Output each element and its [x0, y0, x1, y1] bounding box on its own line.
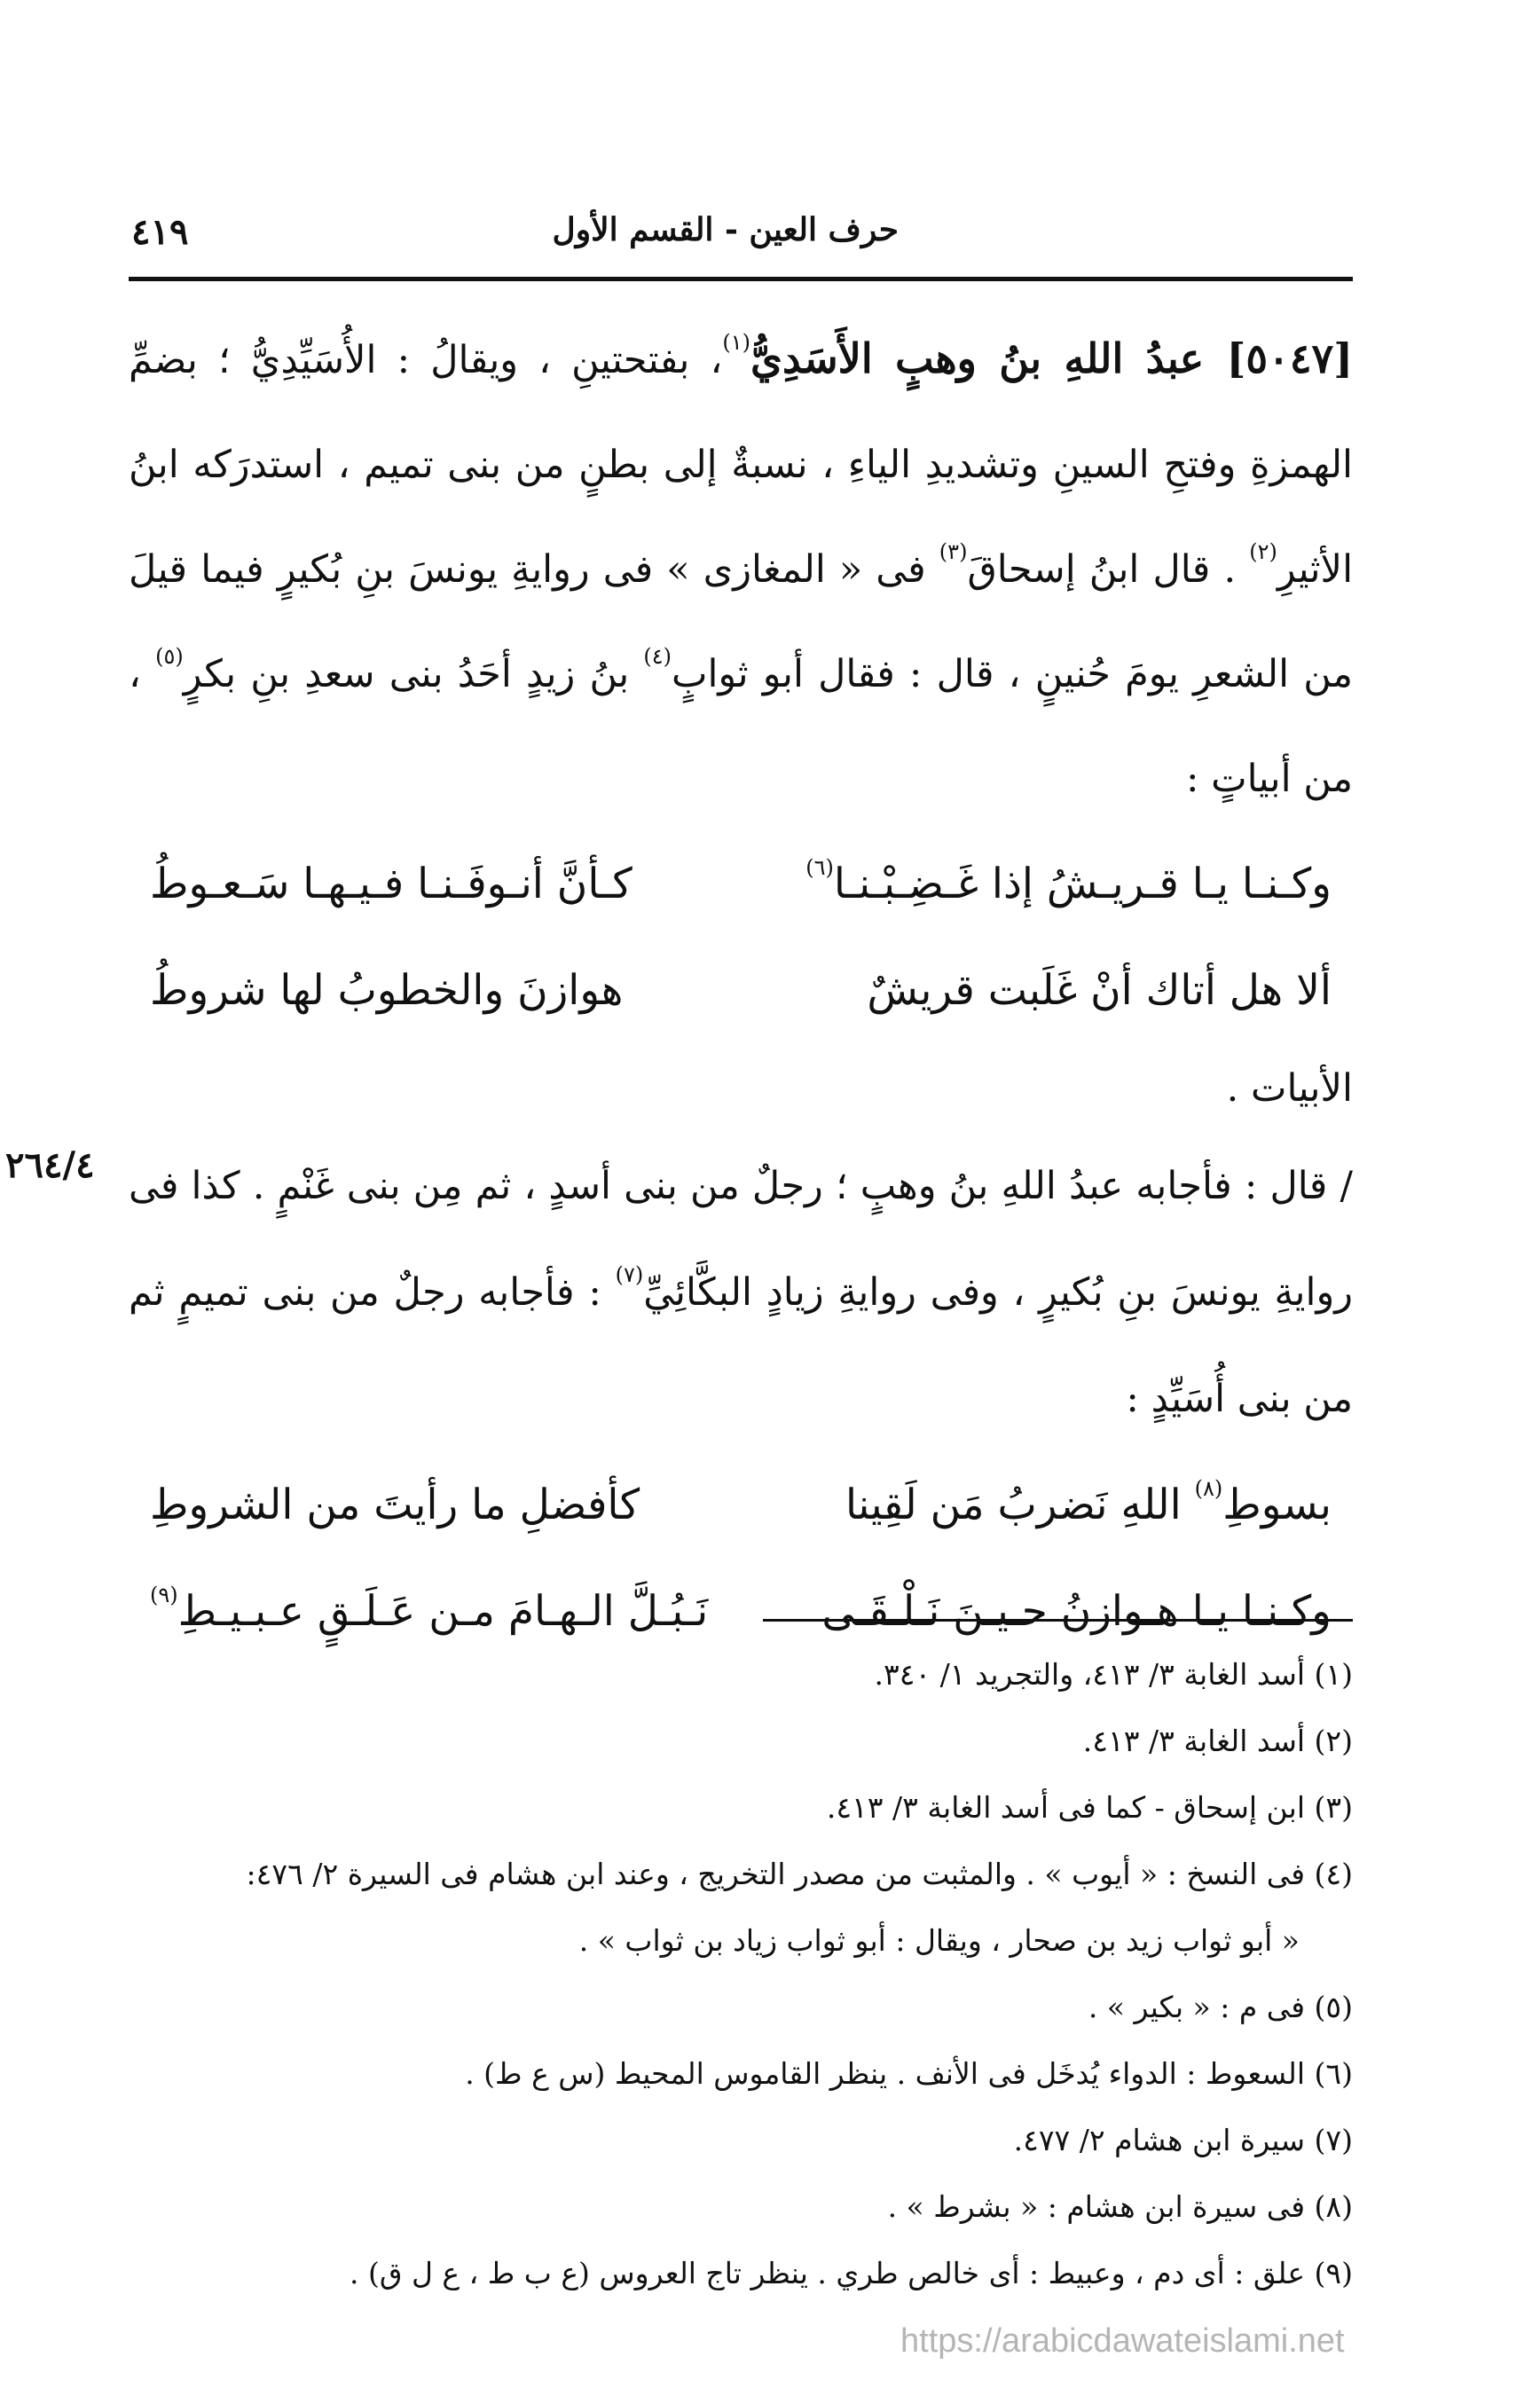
verse-hemistich: وكـنـا يـا قـريـشُ إذا غَـضِـبْـنـا$^{(٦)}$ — [805, 855, 1332, 908]
footnotes — [129, 1641, 1353, 2306]
footnote: (٩) علق : أى دم ، وعبيط : أى خالص طري . ينظر تاج العروس (ع ب ط ، ع ل ق) . — [350, 2256, 1353, 2290]
poem-end-note: الأبيات . — [1226, 1066, 1353, 1111]
footnote-ref: (٨) — [1194, 1476, 1223, 1501]
footnote-rule — [763, 1619, 1353, 1622]
verse-hemistich: ألا هل أتاك أنْ غَلَبت قريشٌ — [867, 966, 1332, 1015]
footnote-continuation: « أبو ثواب زيد بن صحار ، ويقال : أبو ثواب زياد بن ثواب » . — [578, 1923, 1300, 1958]
verse-hemistich: نَـبُـلَّ الـهـامَ مـن عَـلَـقٍ عـبـيـطِ$^{(٩)}$ — [150, 1583, 709, 1636]
watermark-url: https://arabicdawateislami.net — [900, 2322, 1345, 2360]
footnote-ref: (٤) — [643, 644, 672, 669]
verse-hemistich: كأفضلِ ما رأيتَ من الشروطِ — [150, 1481, 640, 1529]
header-title: حرف العين - القسم الأول — [552, 211, 899, 248]
footnote-ref: (٦) — [805, 855, 834, 880]
header-rule — [129, 277, 1353, 281]
page-number: ٤١٩ — [131, 211, 189, 253]
verse-hemistich: وكـنـا يـا هـوازنُ حـيـنَ نَـلْـقَـى — [821, 1587, 1332, 1636]
footnote-ref: (٢) — [1249, 539, 1277, 564]
footnote-ref: (١) — [722, 330, 750, 355]
main-text — [129, 306, 1353, 1665]
poem-verse — [129, 831, 1353, 938]
verse-hemistich: هوازنَ والخطوبُ لها شروطُ — [150, 966, 624, 1015]
verse-hemistich: كـأنَّ أنـوفَـنـا فـيـهـا سَـعـوطُ — [150, 860, 632, 908]
poem-verse — [129, 938, 1353, 1044]
footnote: (٣) ابن إسحاق - كما فى أسد الغابة ٣/ ٤١٣. — [826, 1790, 1353, 1825]
margin-reference: ٢٦٤/٤ — [5, 1144, 95, 1186]
footnote: (٨) فى سيرة ابن هشام : « بشرط » . — [887, 2189, 1353, 2224]
footnote: (٧) سيرة ابن هشام ٢/ ٤٧٧. — [1013, 2123, 1353, 2157]
footnote-ref: (٧) — [615, 1262, 644, 1287]
footnote-ref: (٥) — [155, 644, 184, 669]
footnote: (١) أسد الغابة ٣/ ٤١٣، والتجريد ١/ ٣٤٠. — [874, 1657, 1353, 1692]
entry-paragraph: [٥٠٤٧] عبدُ اللهِ بنُ وهبٍ الأَسَدِيُّ$^{(١)}$، بفتحتينِ ، ويقالُ : الأُسَيِّدِيُّ ؛ بضمِّ الهمزةِ وفتحِ السينِ وتشديدِ الياءِ ، نسبةٌ إلى بطنٍ من بنى تميم ، استدرَكه ابنُ الأثيرِ$^{(٢)}$ . قال ابنُ إسحاقَ$^{(٣)}$ فى « المغازى » فى روايةِ يونسَ بنِ بُكيرٍ فيما قيلَ من الشعرِ يومَ حُنينٍ ، قال : فقال أبو ثوابٍ$^{(٤)}$ بنُ زيدٍ أحَدُ بنى سعدِ بنِ بكرٍ$^{(٥)}$ ، من أبياتٍ : — [129, 330, 1354, 801]
footnote: (٥) فى م : « بكير » . — [1088, 1990, 1353, 2024]
running-header — [131, 211, 1351, 273]
footnote: (٦) السعوط : الدواء يُدخَل فى الأنف . ينظر القاموس المحيط (س ع ط) . — [465, 2056, 1353, 2091]
footnote-ref: (٣) — [939, 539, 968, 564]
verse-hemistich: بسوطِ$^{(٨)}$ اللهِ نَضربُ مَن لَقِينا — [845, 1476, 1332, 1529]
entry-heading: [٥٠٤٧] عبدُ اللهِ بنُ وهبٍ الأَسَدِيُّ — [750, 334, 1354, 382]
reply-paragraph: / قال : فأجابه عبدُ اللهِ بنُ وهبٍ ؛ رجلٌ من بنى أسدٍ ، ثم مِن بنى غَنْمٍ . كذا فى روايةِ يونسَ بنِ بُكيرٍ ، وفى روايةِ زيادٍ البكَّائِيِّ$^{(٧)}$ : فأجابه رجلٌ من بنى تميمٍ ثم من بنى أُسَيِّدٍ : — [129, 1164, 1353, 1421]
footnote-ref: (٩) — [150, 1583, 178, 1607]
poem-verse — [129, 1452, 1353, 1559]
footnote: (٤) فى النسخ : « أيوب » . والمثبت من مصدر التخريج ، وعند ابن هشام فى السيرة ٢/ ٤٧٦: — [246, 1857, 1353, 1891]
footnote: (٢) أسد الغابة ٣/ ٤١٣. — [1082, 1724, 1353, 1758]
